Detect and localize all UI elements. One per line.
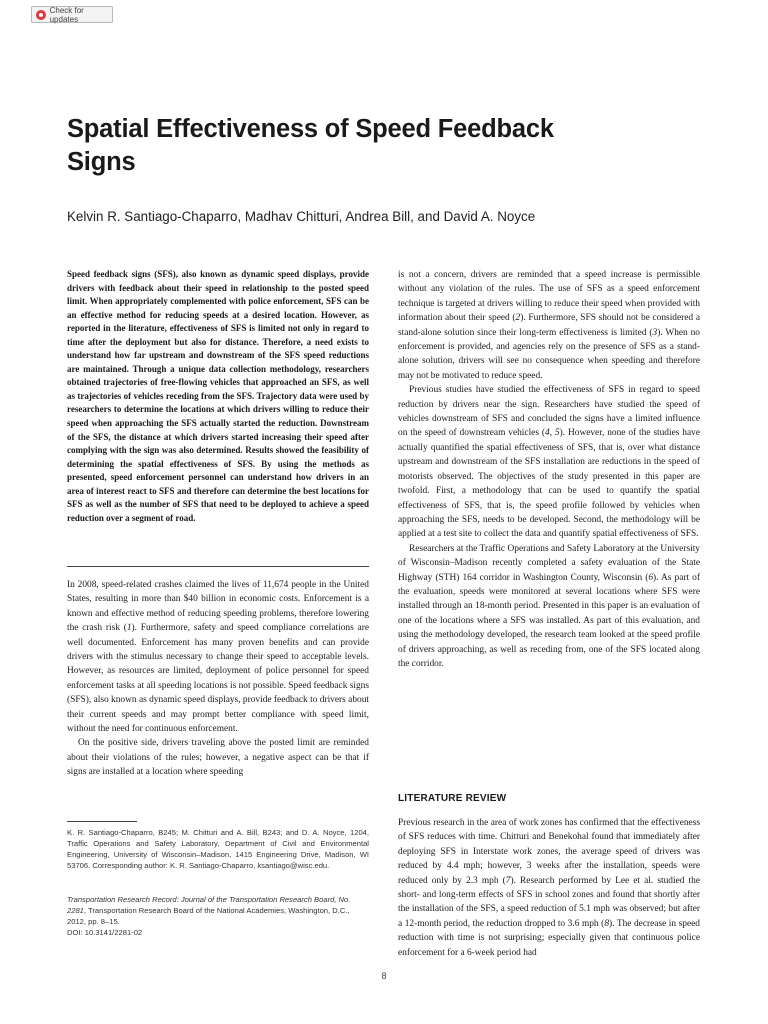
section-heading-literature-review: LITERATURE REVIEW	[398, 793, 507, 804]
citation-ref[interactable]: 1	[126, 623, 132, 634]
literature-review-body	[398, 816, 700, 960]
author-affiliation-footnote: K. R. Santiago-Chaparro, B245; M. Chitturi and A. Bill, B243; and D. A. Noyce, 1204, Traffic Operations and Safety Laboratory, Department of Civil and Environmental Engineering, University of Wisconsin–Madison, 1415 Engineering Drive, Madison, WI 53706. Corresponding author: K. R. Santiago-Chaparro, ksantiago@wisc.edu.	[67, 828, 369, 870]
citation-ref[interactable]: 3	[652, 327, 658, 338]
right-paragraph-2: Previous studies have studied the effectiveness of SFS in regard to speed reduction by drivers near the sign. Researchers have studied the speed of vehicles downstream of SFS and concluded the signs have a limited influence on the speed of downstream vehicles (4, 5). However, none of the studies have actually quantified the spatial effectiveness of SFS, that is, over what distance upstream and downstream of the SFS installation are reductions in the speed of motorists observed. The objectives of the study presented in this paper are twofold. First, a methodology that can be used to quantify the spatial effectiveness of SFS, that is, the speed profile followed by vehicles when approaching the SFS, needs to be developed. Second, the methodology will be applied at a test site to collect the data and quantify spatial effectiveness of SFS.	[398, 385, 700, 540]
abstract-divider	[67, 566, 369, 567]
doi[interactable]: DOI: 10.3141/2281-02	[67, 928, 143, 937]
citation-ref[interactable]: 2	[515, 313, 521, 324]
literature-paragraph-1: Previous research in the area of work zones has confirmed that the effectiveness of SFS reduces with time. Chitturi and Benekohal found that immediately after deploying SFS in Interstate work zones, the average speed of drivers was reduced by 4.4 mph; however, 3 weeks after the installation, speeds were reduced only by 2.3 mph (7). Research performed by Lee et al. studied the short- and long-term effects of SFS in school zones and found that shortly after the installation of the SFS, a speed reduction of 5.1 mph was observed; but after a 12-month period, the reduction dropped to 3.6 mph (8). The decrease in speed reduction with time is not surprising; especially given that continuous police enforcement for a 6-week period had	[398, 818, 701, 958]
intro-left-column	[67, 578, 369, 780]
abstract: Speed feedback signs (SFS), also known as dynamic speed displays, provide drivers with feedback about their speed in relationship to the posted speed limit. When appropriately complemented with police enforcement, SFS can be an effective method for reducing speeds at a desired location. However, as reported in the literature, effectiveness of SFS is limited not only in regard to time after the deployment but also for distance. Therefore, a need exists to understand how far upstream and downstream of the SFS speed reductions are maintained. Through a unique data collection methodology, researchers obtained trajectories of free-flowing vehicles that approached an SFS, as well as trajectories of vehicles receding from the SFS. Trajectory data were used by researchers to determine the locations at which drivers willing to reduce their speed when approaching the SFS actually started the reduction. Downstream of the SFS, the distance at which drivers started increasing their speed after complying with the sign was also determined. Results showed the feasibility of determining the spatial effectiveness of SFS. By using the methods as presented, speed enforcement personnel can understand how drivers in an area of interest react to SFS and therefore can determine the best locations for SFS as well as the number of SFS that need to be deployed to achieve a speed reduction over a segment of road.	[67, 269, 369, 523]
journal-citation: Transportation Research Record: Journal of the Transportation Research Board, No. 2281, Transportation Research Board of the National Academies, Washington, D.C., 2012, pp. 8–15. DOI: 10.3141/2281-02	[67, 895, 351, 937]
intro-right-column	[398, 268, 700, 671]
citation-ref[interactable]: 4, 5	[545, 428, 560, 439]
right-paragraph-1: is not a concern, drivers are reminded that a speed increase is permissible without any violation of the rules. The use of SFS as a speed enforcement technique is targeted at drivers willing to reduce their speed when provided with information about their speed (2). Furthermore, SFS should not be considered a stand-alone solution since their long-term effectiveness is limited (3). When no enforcement is provided, and agencies rely on the presence of SFS as a stand-alone solution, drivers will see no consequence when speeding and therefore may not be motivated to reduce speed.	[398, 270, 700, 381]
intro-paragraph-2: On the positive side, drivers traveling above the posted limit are reminded about their violations of the rules; however, a negative aspect can be that if signs are installed at a location where speeding	[67, 738, 369, 778]
citation-ref[interactable]: 8	[604, 918, 609, 929]
intro-paragraph-1: In 2008, speed-related crashes claimed the lives of 11,674 people in the United States, resulting in more than $40 billion in economic costs. Enforcement is a known and effective method of reducing speeding problems, therefore lowering the crash risk (1). Furthermore, safety and speed compliance correlations are well documented. Enforcement has many proven benefits and can provide drivers with the stimulus necessary to change their speed to acceptable levels. However, as resources are limited, deployment of police personnel for speed enforcement tasks at all speeding locations is not possible. Speed feedback signs (SFS), also known as dynamic speed displays, provide feedback to drivers about their current speeds and may prompt better compliance with speed limit, without the need for continuous enforcement.	[67, 580, 370, 735]
badge-label: Check for updates	[49, 5, 84, 24]
author-list: Kelvin R. Santiago-Chaparro, Madhav Chitturi, Andrea Bill, and David A. Noyce	[67, 209, 536, 224]
citation-ref[interactable]: 6	[648, 572, 654, 583]
citation-ref[interactable]: 7	[505, 875, 511, 886]
right-paragraph-3: Researchers at the Traffic Operations and Safety Laboratory at the University of Wisconsin–Madison recently completed a safety evaluation of the State Highway (STH) 164 corridor in Washington County, Wisconsin (6). As part of the evaluation, speeds were monitored at several locations where SFS were installed through an 18-month period. Presented in this paper is an evaluation of one of the locations where a SFS was installed. As part of this evaluation, and using the methodology developed, the research team looked at the speed profile of drivers approaching, as well as receding from, one of the SFS located along the corridor.	[398, 543, 700, 669]
article-title: Spatial Effectiveness of Speed Feedback Signs	[67, 115, 554, 176]
page-number: 8	[381, 971, 387, 981]
crossmark-icon	[36, 10, 46, 20]
footnote-divider	[67, 821, 137, 822]
check-for-updates-badge[interactable]	[31, 6, 113, 23]
